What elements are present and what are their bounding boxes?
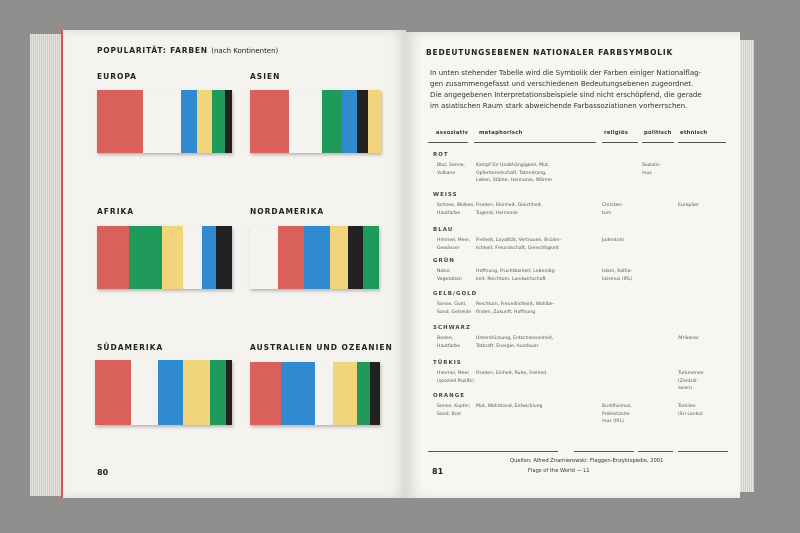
color-name: SCHWARZ (433, 325, 471, 331)
header-rule (678, 142, 726, 143)
table-cell-religios: Buddhismus, Protestantis- mus (IRL) (602, 404, 632, 424)
color-stripe (370, 362, 380, 425)
color-stripe (250, 226, 278, 289)
column-header: ethnisch (680, 130, 708, 136)
color-stripe (368, 90, 381, 153)
color-stripe (131, 360, 158, 425)
table-cell-assoziativ: Blut, Sonne, Vulkane (437, 163, 465, 176)
color-stripe (181, 90, 197, 153)
color-stripe-card (250, 226, 379, 289)
color-stripe (250, 362, 281, 425)
color-stripe (289, 90, 322, 153)
footer-rule (574, 451, 634, 452)
color-stripe (357, 362, 370, 425)
table-cell-assoziativ: Schnee, Wolken, Hautfarbe (437, 203, 475, 216)
table-cell-ethnisch: Tamilen (Sri Lanka) (678, 404, 703, 417)
table-cell-assoziativ: Sonne, Kupfer, Sand, Brot (437, 404, 471, 417)
region-label: NORDAMERIKA (250, 207, 325, 216)
color-stripe (278, 226, 304, 289)
table-cell-metaphorisch: Hoffnung, Fruchtbarkeit, Lebendig- keit, Reichtum, Landwirtschaft (476, 269, 557, 282)
color-stripe (304, 226, 330, 289)
color-stripe (330, 226, 348, 289)
table-cell-religios: Judentum (602, 238, 625, 243)
right-page (406, 32, 740, 498)
title-subtitle: (nach Kontinenten) (211, 47, 279, 55)
color-stripe (322, 90, 342, 153)
intro-line: im asiatischen Raum stark abweichende Farbassoziationen vorherrschen. (430, 102, 688, 110)
color-stripe (226, 360, 231, 425)
color-name: TÜRKIS (433, 360, 462, 366)
color-stripe-card (250, 362, 380, 425)
intro-paragraph (430, 68, 720, 112)
section-title: BEDEUTUNGSEBENEN NATIONALER FARBSYMBOLIK (426, 48, 674, 57)
table-cell-assoziativ: Natur, Vegetation (437, 269, 462, 282)
header-rule (428, 142, 468, 143)
table-cell-ethnisch: Turkmenen (Zentral- asien) (678, 371, 704, 391)
left-page (63, 30, 406, 498)
color-stripe (342, 90, 358, 153)
column-header: politisch (644, 130, 672, 136)
header-rule (642, 142, 674, 143)
color-name: WEISS (433, 192, 458, 198)
color-stripe (202, 226, 216, 289)
color-stripe (129, 226, 161, 289)
color-stripe (183, 360, 210, 425)
table-cell-assoziativ: Himmel, Meer, Gewässer (437, 238, 471, 251)
color-stripe-card (97, 90, 232, 153)
table-cell-ethnisch: Afrikaner (678, 336, 699, 341)
color-name: ROT (433, 152, 449, 158)
table-cell-assoziativ: Himmel, Meer (speziell Pazifik) (437, 371, 474, 384)
table-cell-metaphorisch: Unterdrückung, Entschlossenheit, Tatkraft, Energie, Ausdauer (476, 336, 554, 349)
page-number-left: 80 (97, 468, 109, 477)
color-stripe (97, 226, 129, 289)
page-number-right: 81 (432, 467, 444, 476)
color-stripe-card (97, 226, 232, 289)
region-label: ASIEN (250, 72, 281, 81)
color-stripe-card (250, 90, 381, 153)
color-stripe (315, 362, 333, 425)
footer-rule (428, 451, 558, 452)
footer-rule (638, 451, 673, 452)
color-stripe (281, 362, 315, 425)
color-stripe (97, 90, 143, 153)
region-label: AUSTRALIEN UND OZEANIEN (250, 343, 393, 352)
table-cell-religios: Islam, Katho- lizismus (IRL) (602, 269, 633, 282)
color-stripe (210, 360, 226, 425)
color-stripe (225, 90, 232, 153)
table-cell-metaphorisch: Kampf für Unabhängigkeit, Mut, Opferbereitschaft, Tatendrang, Leben, Stärke, Harmonie, Wärme (476, 163, 553, 183)
color-stripe (212, 90, 226, 153)
table-cell-metaphorisch: Reichtum, Freundlichkeit, Wohlbe- finden, Zukunft, Hoffnung (476, 302, 555, 315)
color-stripe (363, 226, 378, 289)
intro-line: Die angegebenen Interpretationsbeispiele sind nicht erschöpfend, die gerade (430, 91, 702, 99)
region-label: AFRIKA (97, 207, 135, 216)
title-text: POPULARITÄT: FARBEN (97, 46, 208, 55)
color-stripe (143, 90, 181, 153)
color-name: GRÜN (433, 258, 455, 264)
column-header: metaphorisch (479, 130, 523, 136)
table-cell-religios: Christen- tum (602, 203, 623, 216)
color-stripe-card (95, 360, 232, 425)
page-title (97, 46, 278, 55)
color-name: BLAU (433, 227, 454, 233)
page-stack-right (740, 40, 754, 492)
color-stripe (357, 90, 367, 153)
header-rule (602, 142, 638, 143)
column-header: religiös (604, 130, 629, 136)
page-stack-left (30, 34, 63, 496)
intro-line: gen zusammengefasst und verschiedenen Bedeutungsebenen zugeordnet. (430, 80, 694, 88)
color-name: ORANGE (433, 393, 466, 399)
footer-rule (678, 451, 728, 452)
color-name: GELB/GOLD (433, 291, 478, 297)
color-stripe (216, 226, 232, 289)
table-cell-assoziativ: Sonne, Gold, Sand, Getreide (437, 302, 472, 315)
table-cell-assoziativ: Boden, Hautfarbe (437, 336, 461, 349)
table-cell-metaphorisch: Mut, Wohlstand, Entwicklung (476, 404, 543, 409)
source-note-2: Flags of the World — L1 (528, 468, 590, 474)
intro-line: In unten stehender Tabelle wird die Symbolik der Farben einiger Nationalflag- (430, 69, 702, 77)
table-cell-metaphorisch: Frieden, Reinheit, Gleichheit, Tugend, Harmonie (476, 203, 543, 216)
color-stripe (162, 226, 184, 289)
color-stripe (348, 226, 363, 289)
color-stripe (250, 90, 289, 153)
table-cell-metaphorisch: Freiheit, Loyalität, Vertrauen, Brüder- lichkeit, Freundschaft, Gerechtigkeit (476, 238, 562, 251)
header-rule (474, 142, 596, 143)
color-stripe (197, 90, 212, 153)
color-stripe (95, 360, 131, 425)
region-label: SÜDAMERIKA (97, 343, 164, 352)
column-header: assoziativ (436, 130, 469, 136)
region-label: EUROPA (97, 72, 137, 81)
color-stripe (183, 226, 202, 289)
color-stripe (333, 362, 356, 425)
table-cell-ethnisch: Europäer (678, 203, 699, 208)
table-cell-politisch: Sozialis- mus (642, 163, 661, 176)
source-note: Quellen: Alfred Znamierowski: Flaggen-Enzyklopädie, 2001 (510, 458, 664, 464)
color-stripe (158, 360, 183, 425)
table-cell-metaphorisch: Frieden, Einheit, Ruhe, Freiheit (476, 371, 547, 376)
